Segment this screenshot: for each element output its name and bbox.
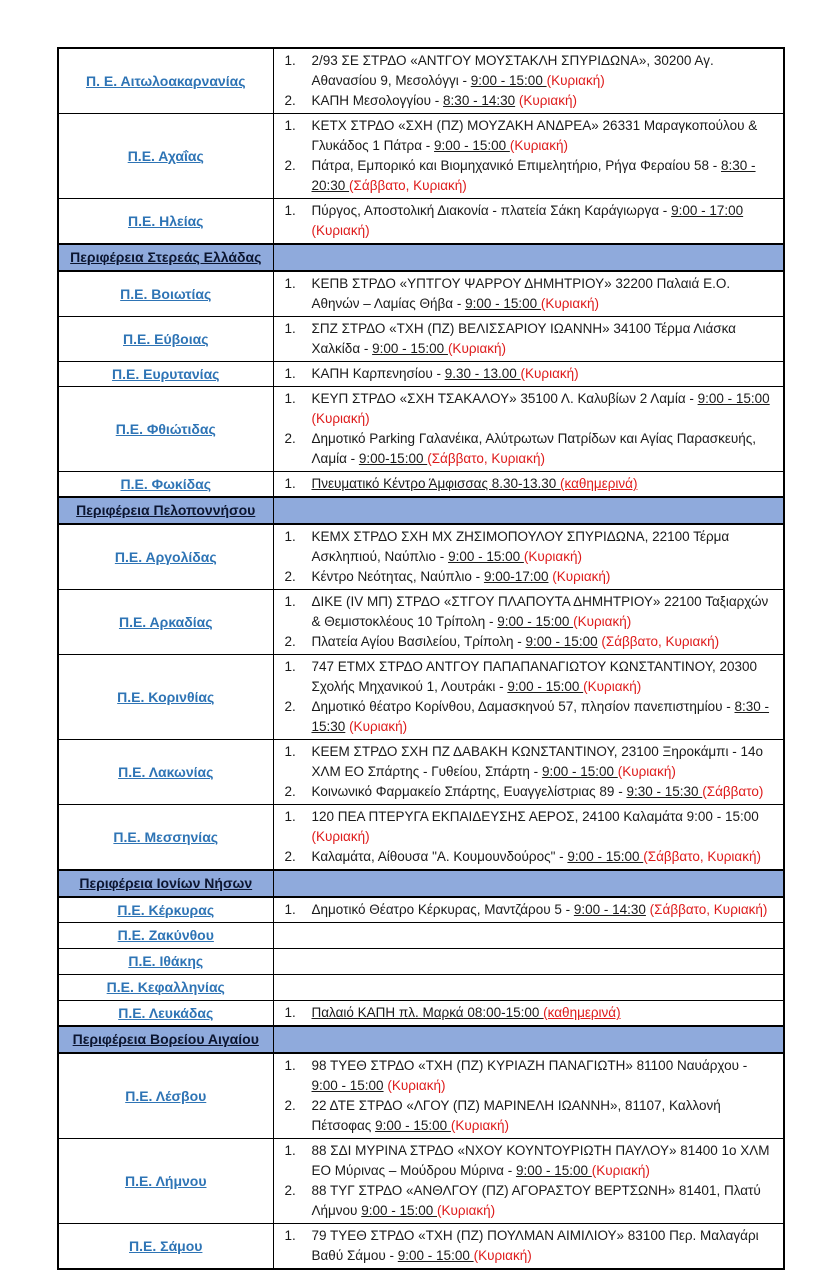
open-days-note: (Κυριακή) [311,411,370,426]
region-name-cell [58,655,273,740]
location-text: 88 ΣΔΙ ΜΥΡΙΝΑ ΣΤΡΔΟ «ΝΧΟΥ ΚΟΥΝΤΟΥΡΙΩΤΗ ΠΑΥΛΟΥ» 81400 1ο ΧΛΜ ΕΟ Μύρινας – Μούδρου Μύρινα - [311,1143,770,1178]
locations-cell [273,949,784,975]
regions-table [57,47,785,1270]
location-item [274,364,776,384]
region-row [58,524,784,590]
hours-text: 9:00 - 15:00 [448,549,524,564]
location-item [274,632,776,652]
locations-cell [273,271,784,317]
location-text: 79 ΤΥΕΘ ΣΤΡΔΟ «ΤΧΗ (ΠΖ) ΠΟΥΛΜΑΝ ΑΙΜΙΛΙΟΥ» 83100 Περ. Μαλαγάρι Βαθύ Σάμου - [311,1228,759,1263]
locations-cell [273,590,784,655]
locations-cell [273,114,784,199]
region-row [58,805,784,871]
open-days-note: (Κυριακή) [520,366,579,381]
item-number: 1. [284,203,296,218]
locations-cell [273,497,784,524]
location-list [274,1141,776,1221]
location-list [274,389,776,469]
region-name-cell [58,949,273,975]
location-item [274,429,776,469]
open-days-note: (Κυριακή) [552,569,611,584]
location-item [274,807,776,847]
hours-text: 9:00 - 15:00 [434,138,510,153]
region-name-cell [58,114,273,199]
region-row [58,271,784,317]
hours-text: 8:30 - 20:30 [311,158,756,193]
hours-text: 8:30 - 15:30 [311,699,770,734]
hours-text: 9:00 - 14:30 [573,902,646,917]
item-number: 2. [284,431,296,446]
section-header-row [58,1026,784,1053]
region-name-cell [58,897,273,923]
location-item [274,1141,776,1181]
open-days-note: (Κυριακή) [591,1163,650,1178]
location-item [274,782,776,802]
region-name-cell [58,1139,273,1224]
locations-cell [273,870,784,897]
locations-cell [273,472,784,498]
item-number: 1. [284,594,296,609]
item-number: 1. [284,902,296,917]
region-name-link: Π.Ε. Αρκαδίας [118,613,213,630]
region-name-link: Π.Ε. Ζακύνθου [117,927,214,943]
item-number: 1. [284,53,296,68]
location-text: Δημοτικό Parking Γαλανέικα, Αλύτρωτων Πατρίδων και Αγίας Παρασκευής, Λαμία - [311,431,757,466]
item-number: 1. [284,366,296,381]
hours-text: 9:00 - 15:00 [507,679,584,694]
location-text: Πάτρα, Εμπορικό και Βιομηχανικό Επιμελητήριο, Ρήγα Φεραίου 58 - [311,158,722,173]
item-number: 1. [284,659,296,674]
location-item [274,274,776,314]
hours-text: 9:00 - 15:00 [375,1118,451,1133]
item-number: 2. [284,158,296,173]
section-title: Περιφέρεια Ιονίων Νήσων [79,875,253,891]
hours-text: Παλαιό ΚΑΠΗ πλ. Μαρκά 08:00-15:00 [311,1005,544,1020]
open-days-note: (Κυριακή) [450,1118,510,1133]
section-header-row [58,497,784,524]
locations-cell [273,387,784,472]
location-text: 747 ΕΤΜΧ ΣΤΡΔΟ ΑΝΤΓΟΥ ΠΑΠΑΠΑΝΑΓΙΩΤΟΥ ΚΩΝΣΤΑΝΤΙΝΟΥ, 20300 Σχολής Μηχανικού 1, Λουτράκι - [311,659,758,694]
locations-cell [273,199,784,245]
item-number: 1. [284,476,296,491]
locations-cell [273,524,784,590]
locations-cell [273,655,784,740]
location-item [274,1181,776,1221]
hours-text: 9.30 - 13.00 [444,366,521,381]
region-name-cell [58,1053,273,1139]
location-text: ΔΙΚΕ (IV ΜΠ) ΣΤΡΔΟ «ΣΤΓΟΥ ΠΛΑΠΟΥΤΑ ΔΗΜΗΤΡΙΟΥ» 22100 Ταξιαρχών & Θεμιστοκλέους 10 Τρίπολη - [311,594,769,629]
item-number: 1. [284,1005,296,1020]
hours-text: 9:00 - 15:00 [361,1203,438,1218]
region-row [58,655,784,740]
location-list [274,474,776,494]
region-name-link: Π.Ε. Φθιώτιδας [115,420,216,437]
location-text: ΚΕΜΧ ΣΤΡΔΟ ΣΧΗ ΜΧ ΖΗΣΙΜΟΠΟΥΛΟΥ ΣΠΥΡΙΔΩΝΑ, 22100 Τέρμα Ασκληπιού, Ναύπλιο - [311,529,730,564]
region-row [58,114,784,199]
location-text: Κοινωνικό Φαρμακείο Σπάρτης, Ευαγγελίστριας 89 - [311,784,627,799]
item-number: 1. [284,118,296,133]
region-name-link: Π.Ε. Αργολίδας [114,548,217,565]
item-number: 1. [284,529,296,544]
locations-cell [273,1026,784,1053]
location-text: Πλατεία Αγίου Βασιλείου, Τρίπολη - [311,634,526,649]
hours-text: 9:00 - 15:00 [497,614,574,629]
section-title: Περιφέρεια Στερεάς Ελλάδας [70,249,262,265]
item-number: 2. [284,569,296,584]
region-name-cell [58,387,273,472]
location-text: ΚΑΠΗ Μεσολογγίου - [311,93,444,108]
region-name-link: Π.Ε. Κορινθίας [117,688,215,705]
item-number: 2. [284,1098,296,1113]
location-text: 88 ΤΥΓ ΣΤΡΔΟ «ΑΝΘΛΓΟΥ (ΠΖ) ΑΓΟΡΑΣΤΟΥ ΒΕΡΤΣΩΝΗ» 81401, Πλατύ Λήμνου [311,1183,761,1218]
region-name-link: Π.Ε. Ηλείας [128,212,204,229]
location-item [274,1056,776,1096]
region-name-link: Π.Ε. Αχαΐας [127,147,204,164]
region-row [58,472,784,498]
locations-cell [273,1224,784,1270]
hours-text: 9:00 - 15:00 [311,1078,384,1093]
location-list [274,1056,776,1136]
section-title-cell [58,244,273,271]
location-list [274,657,776,737]
location-item [274,697,776,737]
open-days-note: (καθημερινά) [543,1005,621,1020]
hours-text: 9:00-15:00 [358,451,428,466]
open-days-note: (Κυριακή) [523,549,582,564]
locations-cell [273,897,784,923]
location-item [274,657,776,697]
region-name-cell [58,524,273,590]
location-text: Καλαμάτα, Αίθουσα "Α. Κουμουνδούρος" - [311,849,568,864]
location-list [274,116,776,196]
location-text: 22 ΔΤΕ ΣΤΡΔΟ «ΛΓΟΥ (ΠΖ) ΜΑΡΙΝΕΛΗ ΙΩΑΝΝΗ», 81107, Καλλονή Πέτσοφας [311,1098,721,1133]
item-number: 1. [284,391,296,406]
location-item [274,1226,776,1266]
location-list [274,319,776,359]
locations-cell [273,975,784,1001]
location-item [274,156,776,196]
open-days-note: (Κυριακή) [349,719,408,734]
locations-cell [273,48,784,114]
region-name-link: Π. Ε. Αιτωλοακαρνανίας [85,72,246,89]
location-item [274,847,776,867]
region-name-link: Π.Ε. Λέσβου [125,1087,207,1104]
region-name-cell [58,48,273,114]
region-name-cell [58,271,273,317]
region-row [58,590,784,655]
location-list [274,742,776,802]
location-text: ΚΕΕΜ ΣΤΡΔΟ ΣΧΗ ΠΖ ΔΑΒΑΚΗ ΚΩΝΣΤΑΝΤΙΝΟΥ, 23100 Ξηροκάμπι - 14ο ΧΛΜ ΕΟ Σπάρτης - Γυθείου, Σπάρτη - [311,744,764,779]
location-item [274,201,776,241]
locations-cell [273,923,784,949]
open-days-note: (Σάββατο, Κυριακή) [427,451,545,466]
open-days-note: (Κυριακή) [617,764,676,779]
open-days-note: (Σάββατο, Κυριακή) [643,849,761,864]
item-number: 1. [284,1228,296,1243]
locations-cell [273,805,784,871]
location-text: Πύργος, Αποστολική Διακονία - πλατεία Σάκη Καράγιωργα - [311,203,672,218]
hours-text: 9:00 - 15:00 [372,341,448,356]
location-item [274,51,776,91]
region-name-cell [58,923,273,949]
item-number: 2. [284,784,296,799]
open-days-note: (Σάββατο, Κυριακή) [601,634,720,649]
item-number: 1. [284,276,296,291]
location-text: 98 ΤΥΕΘ ΣΤΡΔΟ «ΤΧΗ (ΠΖ) ΚΥΡΙΑΖΗ ΠΑΝΑΓΙΩΤΗ» 81100 Ναυάρχου - [311,1058,748,1073]
location-text: Δημοτικό θέατρο Κορίνθου, Δαμασκηνού 57, πλησίον πανεπιστημίου - [311,699,735,714]
locations-cell [273,1053,784,1139]
location-text: ΚΕΥΠ ΣΤΡΔΟ «ΣΧΗ ΤΣΑΚΑΛΟΥ» 35100 Λ. Καλυβίων 2 Λαμία - [311,391,698,406]
location-list [274,527,776,587]
section-title: Περιφέρεια Βορείου Αιγαίου [72,1031,259,1047]
hours-text: 9:00 - 15:00 [470,73,547,88]
region-name-link: Π.Ε. Κεφαλληνίας [106,979,225,995]
hours-text: 9:00 - 15:00 [515,1163,592,1178]
location-item [274,474,776,494]
location-text: ΚΑΠΗ Καρπενησίου - [311,366,445,381]
region-name-link: Π.Ε. Σάμου [129,1237,203,1254]
locations-cell [273,362,784,387]
region-row [58,48,784,114]
region-name-link: Π.Ε. Μεσσηνίας [113,828,219,845]
region-name-link: Π.Ε. Κέρκυρας [117,901,215,918]
item-number: 2. [284,699,296,714]
region-row [58,1139,784,1224]
location-list [274,1226,776,1266]
location-item [274,319,776,359]
open-days-note: (καθημερινά) [560,476,638,491]
region-row [58,949,784,975]
location-item [274,527,776,567]
open-days-note: (Κυριακή) [311,223,370,238]
hours-text: 8:30 - 14:30 [443,93,516,108]
region-name-cell [58,472,273,498]
open-days-note: (Κυριακή) [573,614,632,629]
location-text: 2/93 ΣΕ ΣΤΡΔΟ «ΑΝΤΓΟΥ ΜΟΥΣΤΑΚΛΗ ΣΠΥΡΙΔΩΝΑ», 30200 Αγ. Αθανασίου 9, Μεσολόγγι - [311,53,714,88]
item-number: 1. [284,1143,296,1158]
item-number: 1. [284,744,296,759]
region-name-link: Π.Ε. Λευκάδας [118,1004,214,1021]
item-number: 1. [284,321,296,336]
location-list [274,592,776,652]
open-days-note: (Σάββατο) [702,784,764,799]
hours-text: 9:00 - 15:00 [697,391,770,406]
locations-cell [273,740,784,805]
section-title-cell [58,497,273,524]
open-days-note: (Κυριακή) [473,1248,532,1263]
region-row [58,362,784,387]
region-name-link: Π.Ε. Φωκίδας [120,475,211,492]
item-number: 2. [284,1183,296,1198]
hours-text: 9:00 - 15:00 [525,634,598,649]
open-days-note: (Κυριακή) [447,341,507,356]
hours-text: 9:30 - 15:30 [626,784,703,799]
region-name-link: Π.Ε. Ευρυτανίας [112,365,220,382]
region-row [58,317,784,362]
item-number: 2. [284,634,296,649]
open-days-note: (Κυριακή) [387,1078,446,1093]
region-row [58,740,784,805]
location-list [274,364,776,384]
location-item [274,389,776,429]
open-days-note: (Σάββατο, Κυριακή) [349,178,467,193]
locations-cell [273,1139,784,1224]
item-number: 1. [284,1058,296,1073]
location-list [274,900,776,920]
location-item [274,742,776,782]
hours-text: 9:00 - 15:00 [567,849,644,864]
region-row [58,199,784,245]
location-item [274,1003,776,1023]
location-item [274,900,776,920]
hours-text: 9:00 - 15:00 [465,296,541,311]
location-text: Δημοτικό Θέατρο Κέρκυρας, Μαντζάρου 5 - [311,902,574,917]
hours-text: 9:00-17:00 [483,569,549,584]
open-days-note: (Κυριακή) [437,1203,496,1218]
regions-table-body [58,48,784,1269]
section-title-cell [58,1026,273,1053]
location-list [274,1003,776,1023]
region-row [58,975,784,1001]
location-list [274,807,776,867]
region-name-cell [58,1001,273,1027]
region-name-link: Π.Ε. Λακωνίας [118,763,214,780]
location-text: ΣΠΖ ΣΤΡΔΟ «ΤΧΗ (ΠΖ) ΒΕΛΙΣΣΑΡΙΟΥ ΙΩΑΝΝΗ» 34100 Τέρμα Λιάσκα Χαλκίδα - [311,321,736,356]
region-name-cell [58,805,273,871]
open-days-note: (Κυριακή) [546,73,605,88]
hours-text: Πνευματικό Κέντρο Άμφισσας 8.30-13.30 [311,476,561,491]
locations-cell [273,317,784,362]
region-name-link: Π.Ε. Ιθάκης [128,953,204,969]
region-name-link: Π.Ε. Λήμνου [124,1172,207,1189]
location-list [274,201,776,241]
location-text: Κέντρο Νεότητας, Ναύπλιο - [311,569,484,584]
hours-text: 9:00 - 17:00 [671,203,744,218]
item-number: 2. [284,849,296,864]
region-row [58,387,784,472]
region-name-cell [58,199,273,245]
location-text: ΚΕΤΧ ΣΤΡΔΟ «ΣΧΗ (ΠΖ) ΜΟΥΖΑΚΗ ΑΝΔΡΕΑ» 26331 Μαραγκοπούλου & Γλυκάδος 1 Πάτρα - [311,118,758,153]
section-title-cell [58,870,273,897]
hours-text: 9:00 - 15:00 [397,1248,474,1263]
open-days-note: (Κυριακή) [540,296,599,311]
section-title: Περιφέρεια Πελοποννήσου [76,502,256,518]
open-days-note: (Σάββατο, Κυριακή) [649,902,768,917]
region-row [58,1224,784,1270]
location-text: 120 ΠΕΑ ΠΤΕΡΥΓΑ ΕΚΠΑΙΔΕΥΣΗΣ ΑΕΡΟΣ, 24100 Καλαμάτα 9:00 - 15:00 [311,809,759,824]
location-item [274,1096,776,1136]
region-name-cell [58,590,273,655]
region-name-cell [58,1224,273,1270]
region-name-cell [58,362,273,387]
region-row [58,1001,784,1027]
locations-cell [273,244,784,271]
location-list [274,51,776,111]
region-name-link: Π.Ε. Εύβοιας [123,330,209,347]
location-item [274,567,776,587]
open-days-note: (Κυριακή) [583,679,642,694]
location-item [274,116,776,156]
locations-cell [273,1001,784,1027]
item-number: 2. [284,93,296,108]
region-row [58,1053,784,1139]
location-item [274,592,776,632]
region-name-cell [58,740,273,805]
location-item [274,91,776,111]
region-row [58,923,784,949]
open-days-note: (Κυριακή) [518,93,577,108]
location-list [274,274,776,314]
section-header-row [58,244,784,271]
region-name-link: Π.Ε. Βοιωτίας [120,285,212,302]
region-row [58,897,784,923]
item-number: 1. [284,809,296,824]
open-days-note: (Κυριακή) [311,829,370,844]
open-days-note: (Κυριακή) [509,138,568,153]
section-header-row [58,870,784,897]
hours-text: 9:00 - 15:00 [541,764,618,779]
region-name-cell [58,317,273,362]
location-text: ΚΕΠΒ ΣΤΡΔΟ «ΥΠΤΓΟΥ ΨΑΡΡΟΥ ΔΗΜΗΤΡΙΟΥ» 32200 Παλαιά Ε.Ο. Αθηνών – Λαμίας Θήβα - [311,276,731,311]
region-name-cell [58,975,273,1001]
